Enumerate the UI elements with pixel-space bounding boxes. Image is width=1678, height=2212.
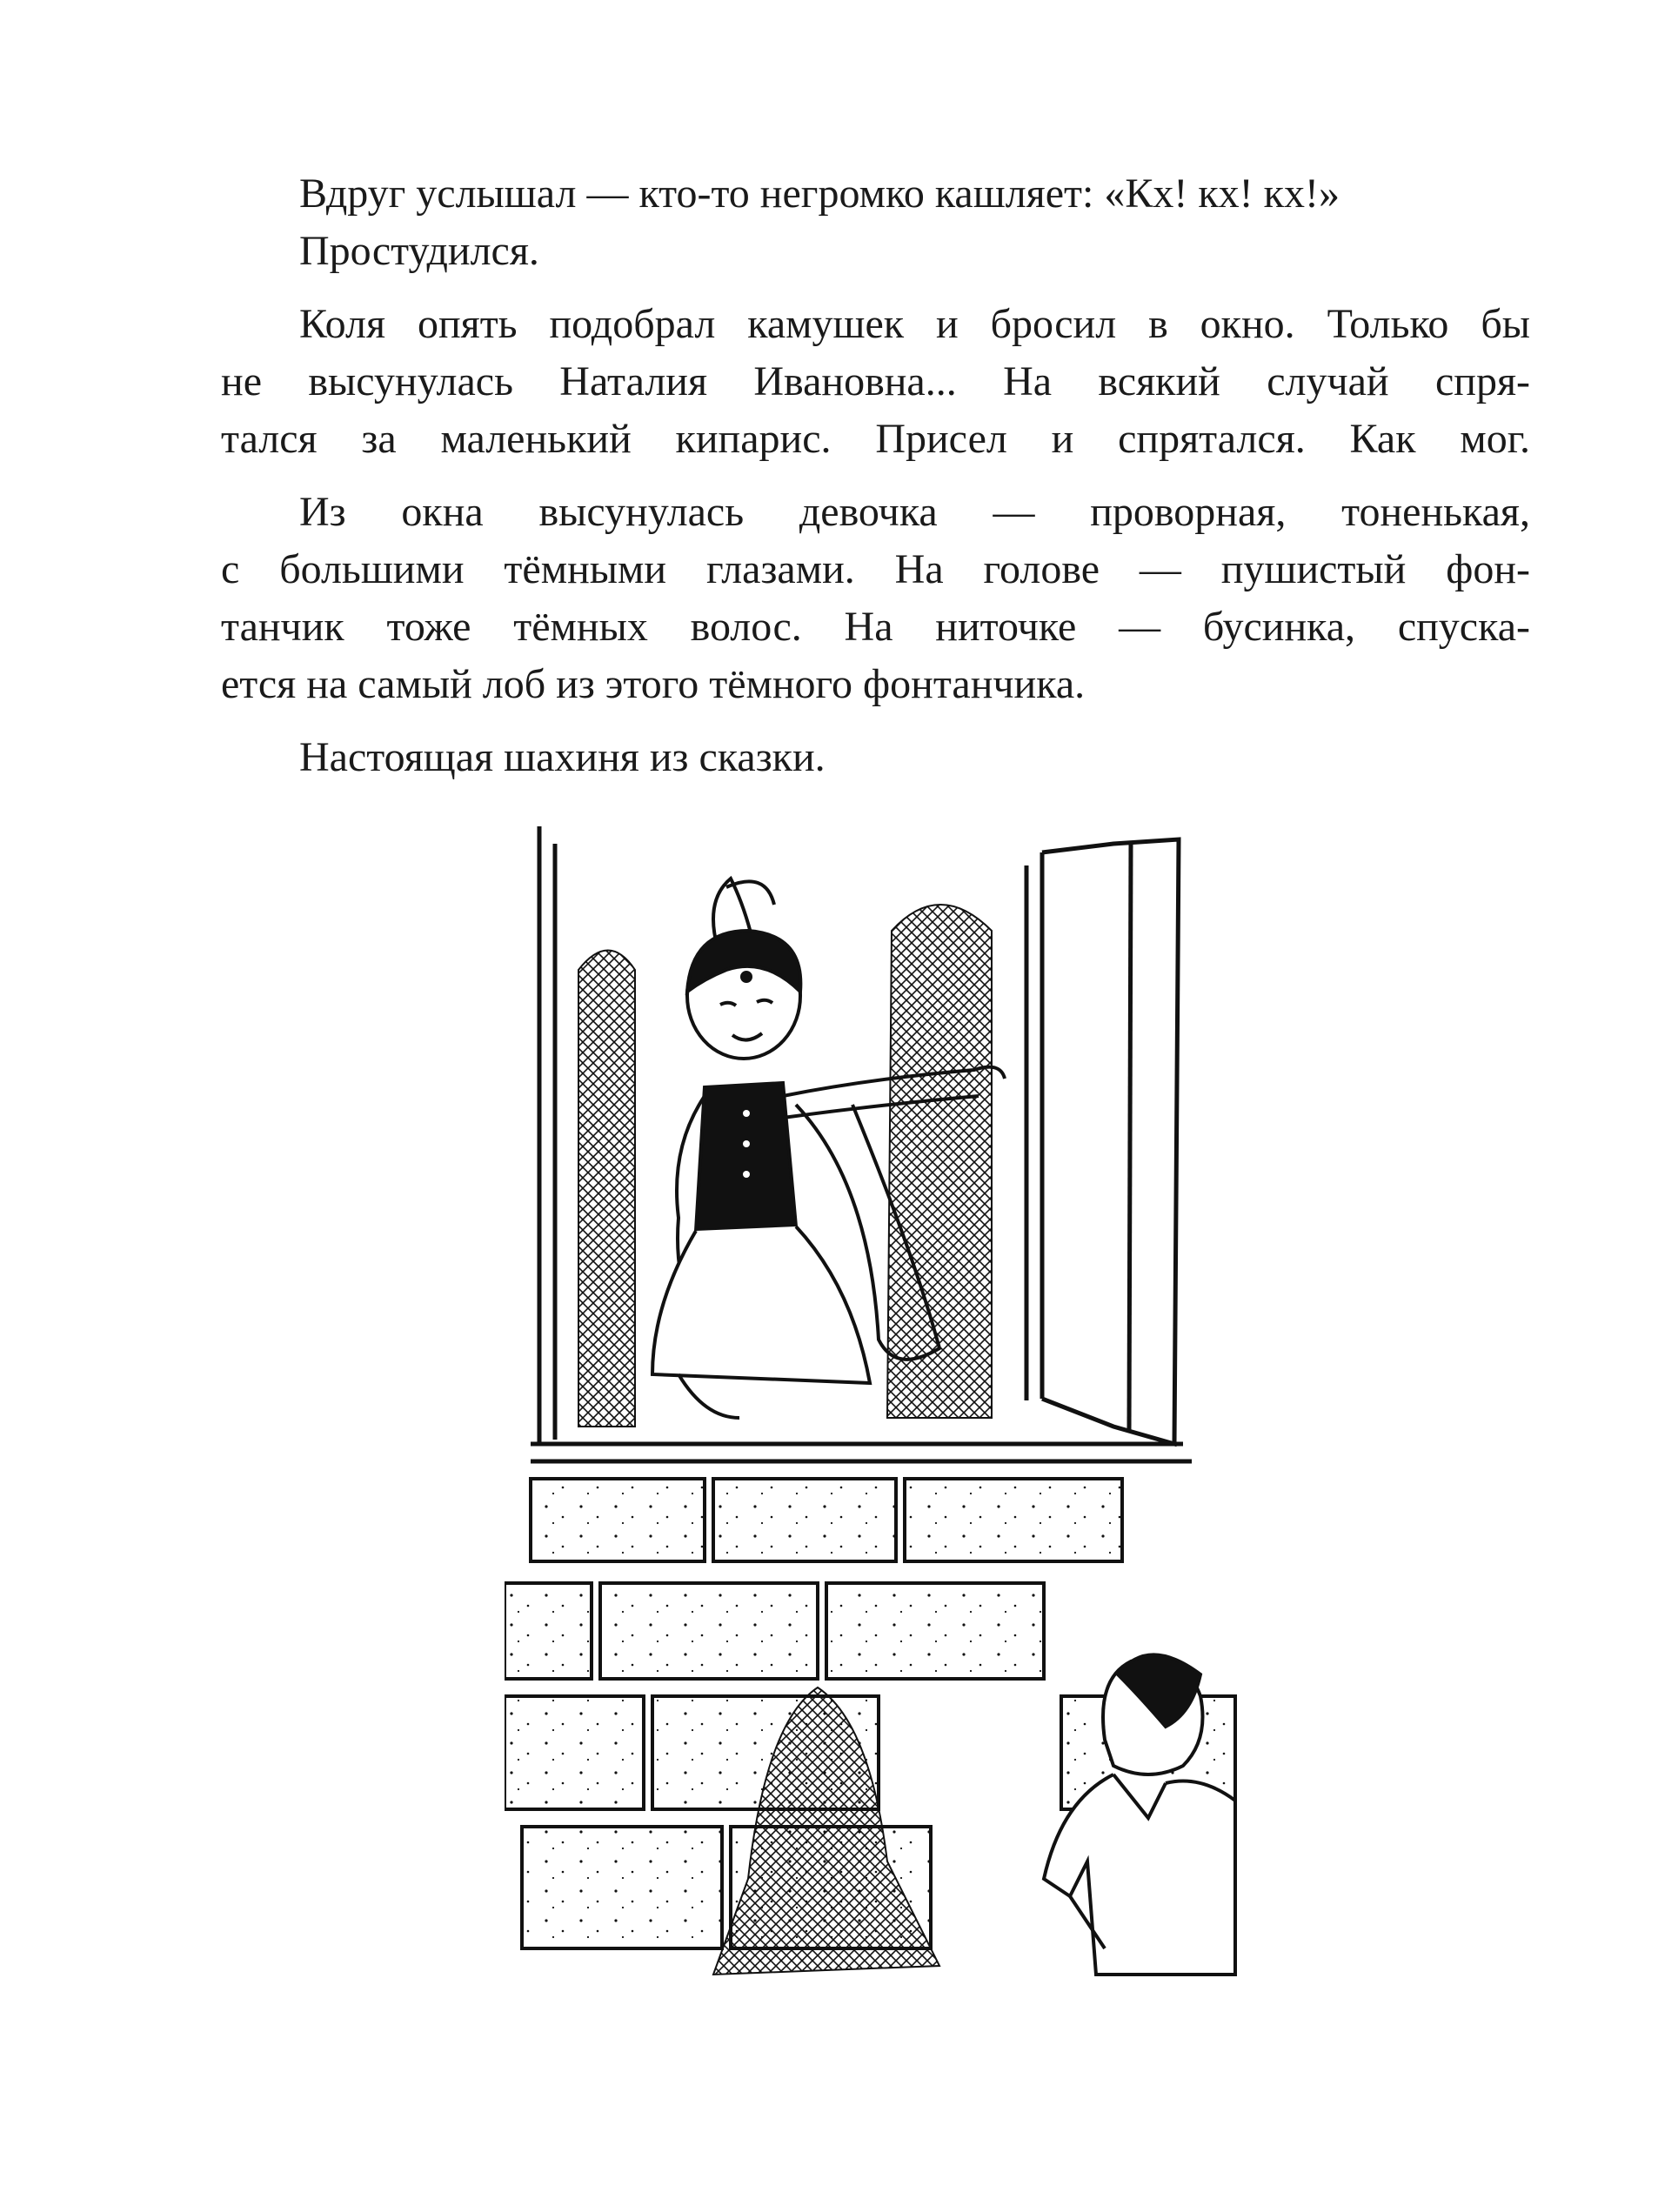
text-line: Коля опять подобрал камушек и бросил в окно. Только бы (299, 301, 1530, 347)
paragraph-4 (221, 729, 1530, 786)
text-line: с большими тёмными глазами. На голове — пушистый фон- (221, 546, 1530, 592)
girl-at-window-boy-below-illustration (505, 818, 1244, 2070)
story-text (221, 165, 1530, 786)
text-line: Вдруг услышал — кто-то негромко кашляет: «Кх! кх! кх!» (299, 170, 1340, 217)
text-line: тался за маленький кипарис. Присел и спрятался. Как мог. (221, 416, 1530, 462)
text-line: не высунулась Наталия Ивановна... На всякий случай спря- (221, 358, 1530, 404)
paragraph-3 (221, 484, 1530, 713)
paragraph-2 (221, 296, 1530, 468)
paragraph-1 (221, 165, 1530, 280)
text-line: танчик тоже тёмных волос. На ниточке — бусинка, спуска- (221, 604, 1530, 650)
text-line: Простудился. (299, 228, 539, 274)
text-line: Из окна высунулась девочка — проворная, тоненькая, (299, 489, 1530, 535)
text-line: Настоящая шахиня из сказки. (299, 734, 826, 780)
text-line: ется на самый лоб из этого тёмного фонтанчика. (221, 661, 1086, 707)
